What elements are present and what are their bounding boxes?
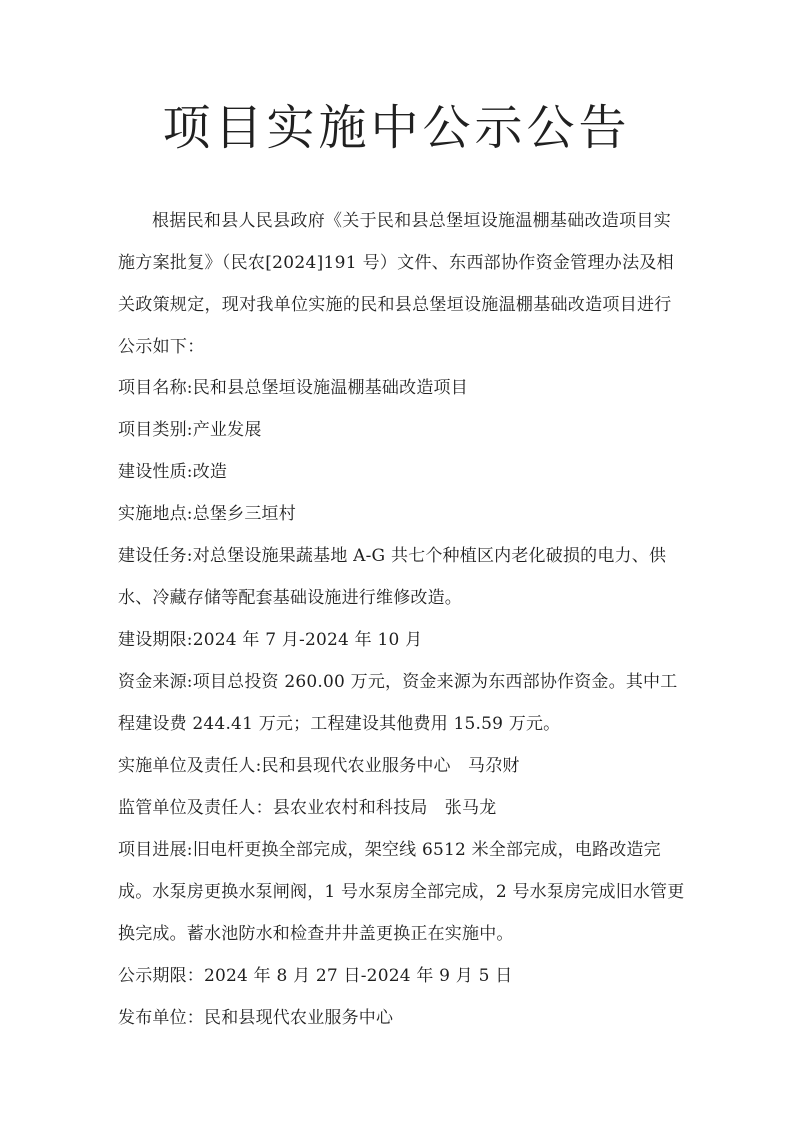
- item-implementing-unit: [118, 745, 688, 787]
- item-label: 项目进展:: [118, 840, 193, 860]
- item-construction-task: [118, 535, 688, 619]
- item-value: 总堡乡三垣村: [192, 504, 296, 524]
- item-value: 2024 年 7 月-2024 年 10 月: [192, 630, 423, 650]
- item-label: 建设性质:: [118, 462, 193, 482]
- item-value: 2024 年 8 月 27 日-2024 年 9 月 5 日: [204, 966, 513, 986]
- item-project-name: [118, 367, 688, 409]
- item-label: 项目类别:: [118, 420, 193, 440]
- item-list: [118, 367, 688, 1039]
- item-value: 民和县现代农业服务中心 马尕财: [261, 756, 520, 776]
- item-construction-nature: [118, 451, 688, 493]
- page-title: 项目实施中公示公告: [162, 100, 631, 156]
- item-publicity-period: [118, 955, 688, 997]
- item-label: 公示期限：: [118, 966, 204, 986]
- item-project-category: [118, 409, 688, 451]
- item-location: [118, 493, 688, 535]
- item-project-progress: [118, 829, 688, 955]
- item-value: 对总堡设施果蔬基地 A-G 共七个种植区内老化破损的电力、供水、冷藏存储等配套基础设施进行维修改造。: [118, 546, 667, 608]
- item-construction-period: [118, 619, 688, 661]
- item-value: 项目总投资 260.00 万元，资金来源为东西部协作资金。其中工程建设费 244.41 万元；工程建设其他费用 15.59 万元。: [118, 672, 678, 734]
- item-label: 发布单位：: [118, 1008, 204, 1028]
- item-label: 项目名称:: [118, 378, 193, 398]
- item-funding-source: [118, 661, 688, 745]
- item-value: 产业发展: [192, 420, 262, 440]
- item-value: 民和县总堡垣设施温棚基础改造项目: [192, 378, 468, 398]
- item-value: 民和县现代农业服务中心: [204, 1008, 394, 1028]
- item-supervising-unit: [118, 787, 688, 829]
- item-label: 监管单位及责任人：: [118, 798, 273, 818]
- item-value: 改造: [192, 462, 228, 482]
- item-value: 旧电杆更换全部完成，架空线 6512 米全部完成，电路改造完成。水泵房更换水泵闸阀，1 号水泵房全部完成，2 号水泵房完成旧水管更换完成。蓄水池防水和检查井井盖更换正在实施中。: [118, 840, 685, 944]
- item-value: 县农业农村和科技局 张马龙: [272, 798, 497, 818]
- item-label: 建设任务:: [118, 546, 193, 566]
- item-publishing-unit: [118, 997, 688, 1039]
- item-label: 建设期限:: [118, 630, 193, 650]
- item-label: 资金来源:: [118, 672, 193, 692]
- item-label: 实施地点:: [118, 504, 193, 524]
- item-label: 实施单位及责任人:: [118, 756, 262, 776]
- intro-paragraph: 根据民和县人民县政府《关于民和县总堡垣设施温棚基础改造项目实施方案批复》（民农[2024]191 号）文件、东西部协作资金管理办法及相关政策规定，现对我单位实施的民和县总堡垣设施温棚基础改造项目进行公示如下：: [118, 211, 674, 357]
